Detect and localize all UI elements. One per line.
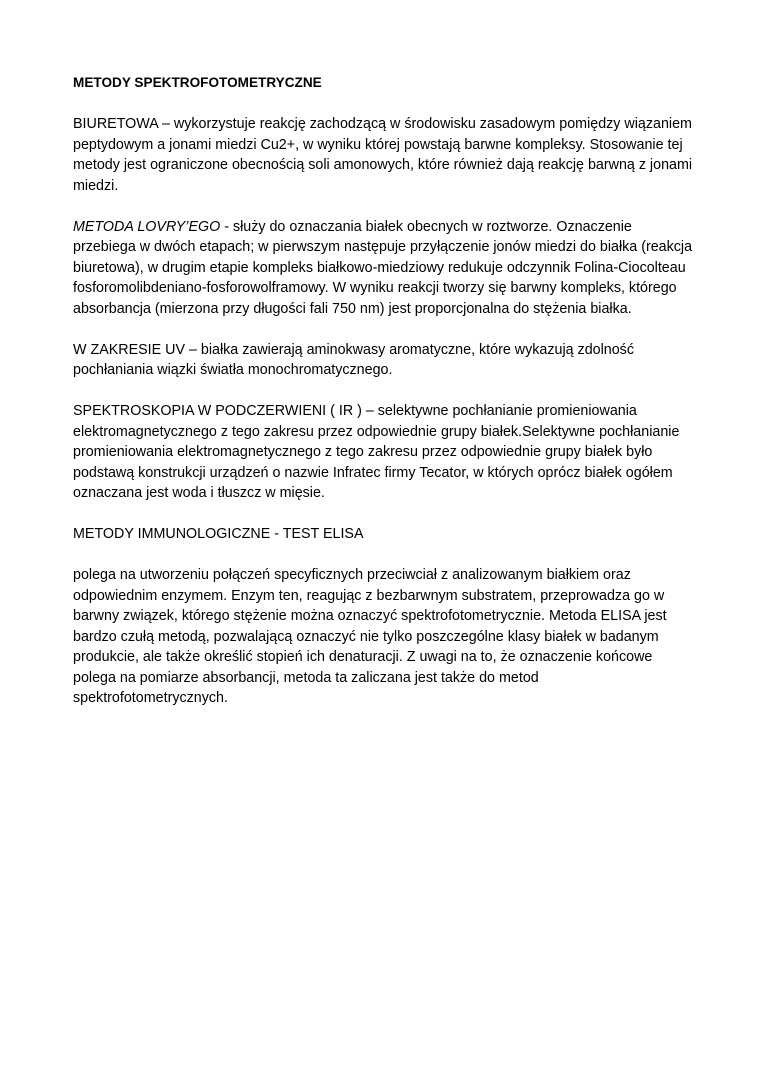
- document-title: METODY SPEKTROFOTOMETRYCZNE: [73, 75, 322, 90]
- lowry-method-description: - służy do oznaczania białek obecnych w roztworze. Oznaczenie przebiega w dwóch etapach; w pierwszym następuje przyłączenie jonów miedzi do białka (reakcja biuretowa), w drugim etapie kompleks białkowo-miedziowy redukuje odczynnik Folina-Ciocolteau fosforomolibdeniano-fosforowolframowy. W wyniku reakcji tworzy się barwny kompleks, którego absorbancja (mierzona przy długości fali 750 nm) jest proporcjonalna do stężenia białka.: [73, 218, 693, 317]
- paragraph-biuretowa: BIURETOWA – wykorzystuje reakcję zachodzącą w środowisku zasadowym pomiędzy wiązaniem peptydowym a jonami miedzi Cu2+, w wyniku której powstają barwne kompleksy. Stosowanie tej metody jest ograniczone obecnością soli amonowych, które również dają reakcję barwną z jonami miedzi.: [73, 116, 693, 194]
- immunology-heading: METODY IMMUNOLOGICZNE - TEST ELISA: [73, 526, 364, 542]
- document-page: [73, 73, 693, 709]
- lowry-method-term: METODA LOVRY’EGO: [73, 218, 221, 235]
- paragraph-elisa: polega na utworzeniu połączeń specyficznych przeciwciał z analizowanym białkiem oraz odpowiednim enzymem. Enzym ten, reagując z bezbarwnym substratem, przeprowadza go w barwny związek, którego stężenie można oznaczyć spektrofotometrycznie. Metoda ELISA jest bardzo czułą metodą, pozwalającą oznaczyć nie tylko poszczególne klasy białek w badanym produkcie, ale także określić stopień ich denaturacji. Z uwagi na to, że oznaczenie końcowe polega na pomiarze absorbancji, metoda ta zaliczana jest także do metod spektrofotometrycznych.: [73, 567, 667, 706]
- paragraph-ir: SPEKTROSKOPIA W PODCZERWIENI ( IR ) – selektywne pochłanianie promieniowania elektromagnetycznego z tego zakresu przez odpowiednie grupy białek.Selektywne pochłanianie promieniowania elektromagnetycznego z tego zakresu przez odpowiednie grupy białek było podstawą konstrukcji urządzeń o nazwie Infratec firmy Tecator, w których oprócz białek ogółem oznaczana jest woda i tłuszcz w mięsie.: [73, 403, 680, 501]
- paragraph-uv: W ZAKRESIE UV – białka zawierają aminokwasy aromatyczne, które wykazują zdolność pochłaniania wiązki światła monochromatycznego.: [73, 341, 634, 378]
- paragraph-lowry: [73, 217, 693, 320]
